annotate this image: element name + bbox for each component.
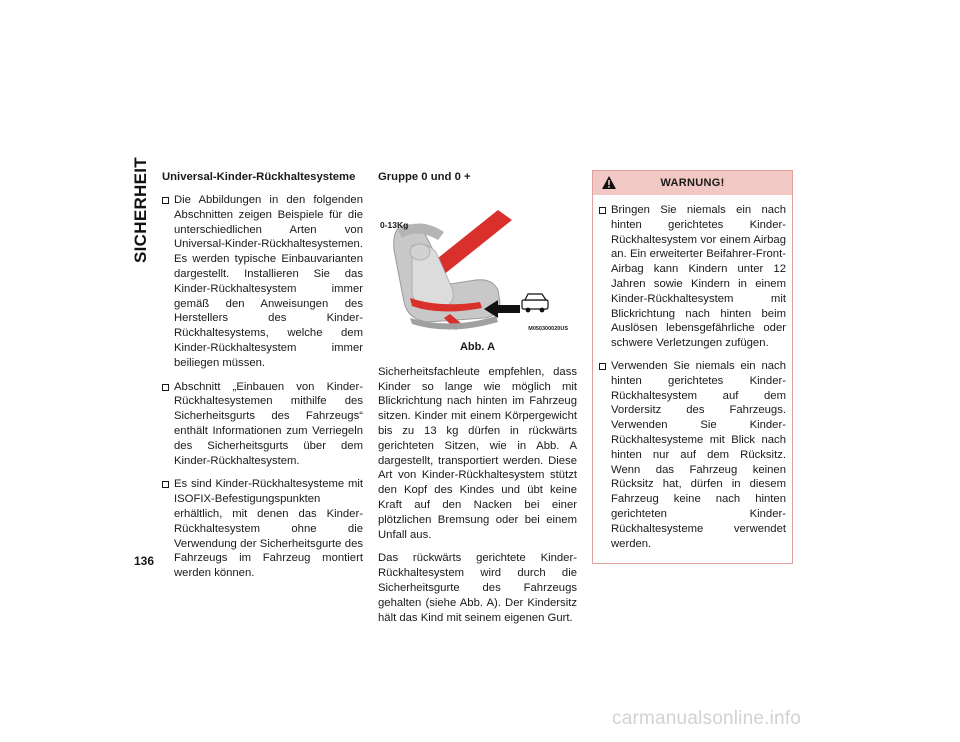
column-3 <box>592 170 793 564</box>
page-number: 136 <box>134 554 155 568</box>
column-1 <box>162 170 363 590</box>
paragraph: Das rückwärts gerichtete Kinder-Rückhaltesystem wird durch die Sicherheitsgurte des Fahrzeugs gehalten (siehe Abb. A). Der Kindersitz hält das Kind mit seinem eigenen Gurt. <box>378 552 577 624</box>
section-tab-label: SICHERHEIT <box>131 157 150 263</box>
watermark: carmanualsonline.info <box>612 708 802 729</box>
list-item: Bringen Sie niemals ein nach hinten gerichtetes Kinder-Rückhaltesystem vor einem Airbag an. Ein erweiterter Beifahrer-Front-Airbag kann Kindern unter 12 Jahren sowie Kindern in einem Kinder-Rückhaltesystem mit Blickrichtung nach hinten beim Auslösen lebensgefährliche oder schwere Verletzungen zufügen. <box>599 203 786 351</box>
list-item: Abschnitt „Einbauen von Kinder-Rückhaltesystemen mithilfe des Sicherheitsgurts des Fahrzeugs“ enthält Informationen zum Verriegeln des Sicherheitsgurts über dem Kinder-Rückhaltesystem. <box>162 380 363 469</box>
column-2 <box>378 170 577 634</box>
warning-box <box>592 170 793 564</box>
paragraph: Sicherheitsfachleute empfehlen, dass Kinder so lange wie möglich mit Blickrichtung nach hinten im Fahrzeug sitzen. Kinder mit einem Körpergewicht bis zu 13 kg dürfen in rückwärts gerichteten Sitzen, wie in Abb. A dargestellt, transportiert werden. Diese Art von Kinder-Rückhaltesystem stützt den Kopf des Kindes und übt keine Kraft auf den Nacken bei einer plötzlichen Bremsung oder bei einem Unfall aus. <box>378 365 577 541</box>
list-item: Es sind Kinder-Rückhaltesysteme mit ISOFIX-Befestigungspunkten erhältlich, mit denen das Kinder-Rückhaltesystem ohne die Verwendung der Sicherheitsgurte des Fahrzeugs im Fahrzeug montiert werden können. <box>162 477 363 581</box>
figure-caption: Abb. A <box>459 341 496 353</box>
section-tab <box>130 157 152 263</box>
list-item: Die Abbildungen in den folgenden Abschnitten zeigen Beispiele für die unterschiedlichen Arten von Universal-Kinder-Rückhaltesystemen. Es werden typische Einbauvarianten dargestellt. Installieren Sie das Kinder-Rückhaltesystem immer gemäß den Anweisungen des Herstellers des Kinder-Rückhaltesystems, welche dem Kinder-Rückhaltesystem immer beiliegen müssen. <box>162 193 363 371</box>
section-heading: Universal-Kinder-Rückhaltesysteme <box>162 171 356 183</box>
bullet-list <box>162 193 363 581</box>
warning-header <box>593 171 792 195</box>
seat-headrest <box>410 244 430 260</box>
car-icon <box>522 294 548 312</box>
weight-label: 0-13Kg <box>380 220 409 230</box>
warning-list <box>599 203 786 551</box>
list-item: Verwenden Sie niemals ein nach hinten gerichtetes Kinder-Rückhaltesystem auf dem Vordersitz des Fahrzeugs. Verwenden Sie Kinder-Rückhaltesysteme mit Blick nach hinten nur auf dem Rücksitz. Wenn das Fahrzeug keinen Rücksitz hat, dürfen in diesem Fahrzeug keine nach hinten gerichteten Kinder-Rückhaltesysteme verwendet werden. <box>599 359 786 551</box>
warning-triangle-icon <box>601 175 617 195</box>
warning-title: WARNUNG! <box>660 176 725 189</box>
image-code: M050300020US <box>528 326 568 332</box>
warning-body <box>593 195 792 563</box>
child-seat-figure <box>380 206 568 338</box>
section-heading: Gruppe 0 und 0 + <box>378 171 471 183</box>
